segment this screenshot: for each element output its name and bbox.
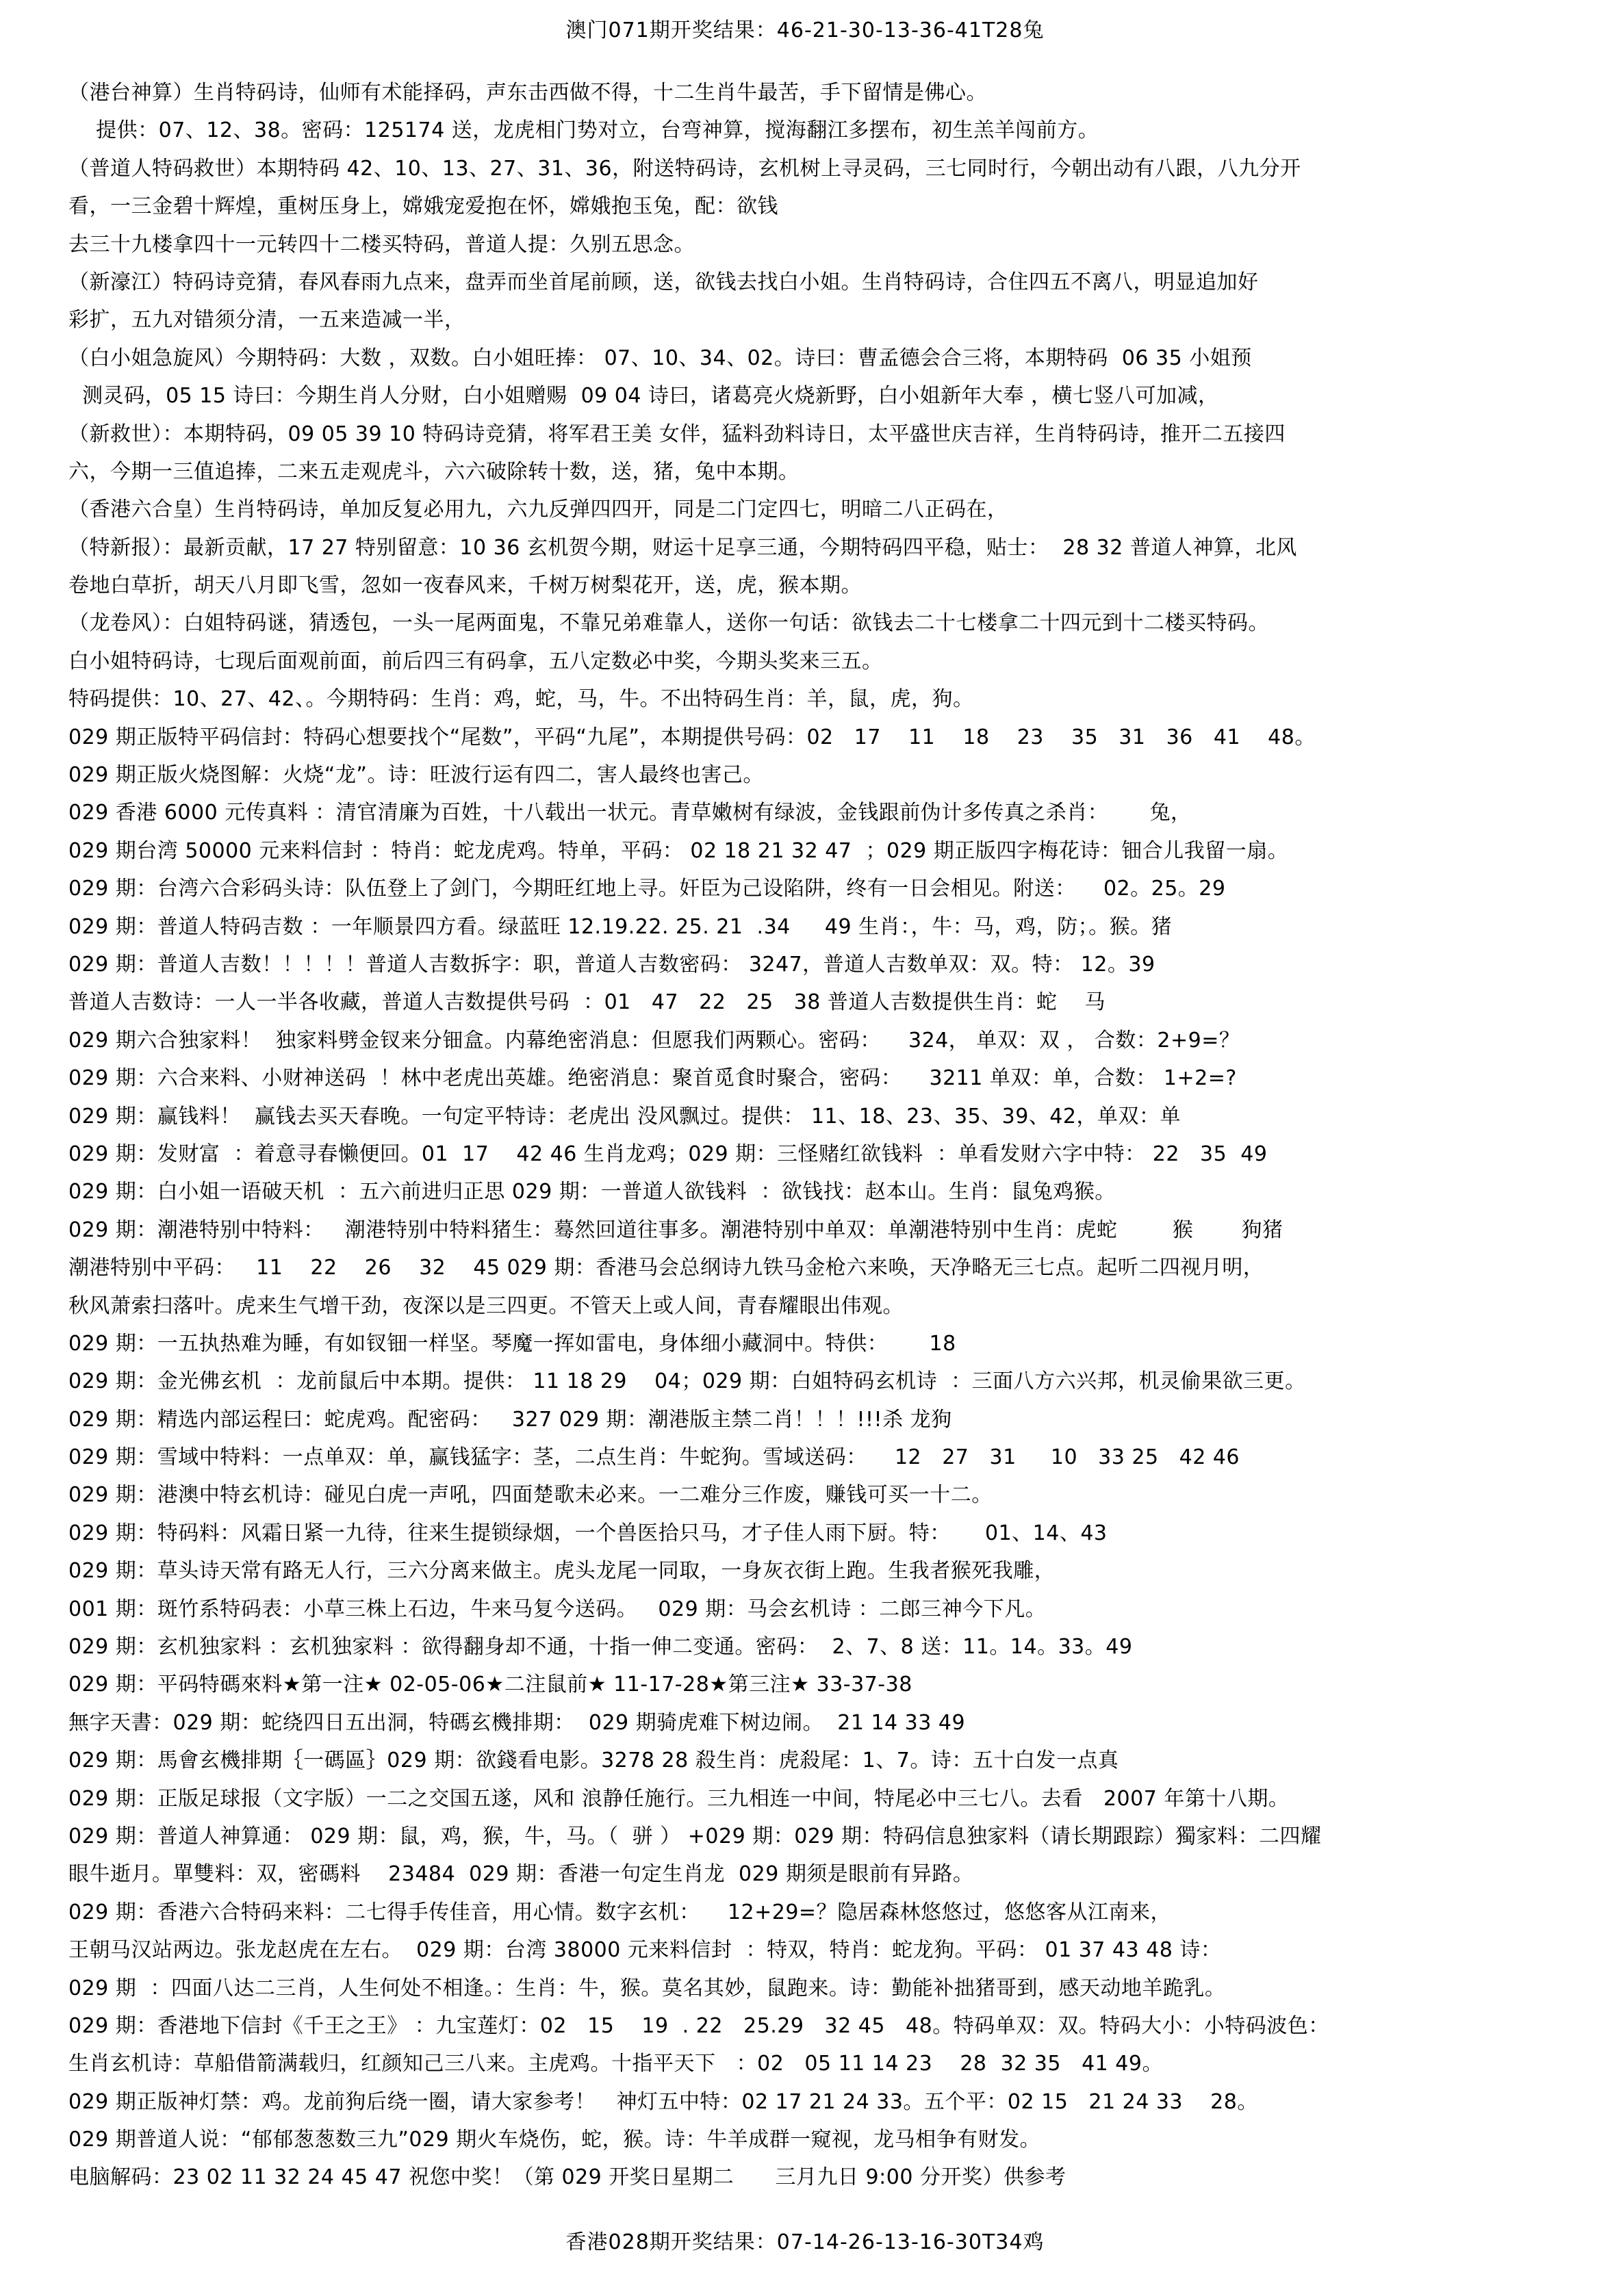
text-line: （新救世）：本期特码，09 05 39 10 特码诗竞猜，将军君王美 女伴，猛料劲料诗日，太平盛世庆吉祥，生肖特码诗，推开二五接四 bbox=[68, 422, 1286, 446]
text-line: （龙卷风）：白姐特码谜，猜透包，一头一尾两面鬼，不靠兄弟难靠人，送你一句话：欲钱去二十七楼拿二十四元到十二楼买特码。 bbox=[68, 611, 1269, 636]
text-line: （特新报）：最新贡献，17 27 特别留意：10 36 玄机贺今期，财运十足享三通，今期特码四平稳，贴士： 28 32 普道人神算，北风 bbox=[68, 535, 1297, 560]
text-line: 029 期六合独家料！ 独家料劈金钗来分钿盒。内幕绝密消息：但愿我们两颗心。密码： 324， 单双：双 ， 合数：2+9=？ bbox=[68, 1028, 1240, 1053]
text-line: 029 期：赢钱料！ 赢钱去买天春晚。一句定平特诗：老虎出 没风飘过。提供： 11、18、23、35、39、42，单双：单 bbox=[68, 1104, 1181, 1128]
text-line: 029 期：白小姐一语破天机 ：五六前进归正思 029 期：一普道人欲钱料 ：欲钱找：赵本山。生肖：鼠兔鸡猴。 bbox=[68, 1180, 1116, 1204]
text-line: 029 期正版火烧图解：火烧“龙”。诗：旺波行运有四二，害人最终也害己。 bbox=[68, 763, 764, 788]
text-line: 王朝马汉站两边。张龙赵虎在左右。 029 期：台湾 38000 元来料信封 ：特双，特肖：蛇龙狗。平码： 01 37 43 48 诗： bbox=[68, 1938, 1222, 1963]
text-line: 029 期：一五执热难为睡，有如钗钿一样坚。琴魔一挥如雷电，身体细小藏洞中。特供： 18 bbox=[68, 1331, 956, 1356]
text-line: 029 期正版神灯禁：鸡。龙前狗后绕一圈，请大家参考！ 神灯五中特：02 17 21 24 33。五个平：02 15 21 24 33 28。 bbox=[68, 2089, 1258, 2114]
text-line: 029 期 ：四面八达二三肖，人生何处不相逢。：生肖：牛，猴。莫名其妙，鼠跑来。诗：勤能补拙猪哥到，感天动地羊跪乳。 bbox=[68, 1976, 1226, 2000]
text-line: （普道人特码救世）本期特码 42、10、13、27、31、36，附送特码诗，玄机树上寻灵码，三七同时行，今朝出动有八跟，八九分开 bbox=[68, 156, 1301, 181]
text-line: 029 期：平码特碼來料★第一注★ 02-05-06★二注鼠前★ 11-17-28★第三注★ 33-37-38 bbox=[68, 1673, 912, 1697]
text-line: 029 期：草头诗天常有路无人行，三六分离来做主。虎头龙尾一同取，一身灰衣街上跑。生我者猴死我雕， bbox=[68, 1559, 1056, 1584]
text-line: 029 期：普道人神算通： 029 期：鼠，鸡，猴，牛，马。（ 骈 ） +029 期：029 期：特码信息独家料（请长期跟踪）獨家料：二四耀 bbox=[68, 1824, 1322, 1848]
text-line: 看，一三金碧十辉煌，重树压身上，嫦娥宠爱抱在怀，嫦娥抱玉兔，配：欲钱 bbox=[68, 194, 778, 219]
text-line: （香港六合皇）生肖特码诗，单加反复必用九，六九反弹四四开，同是二门定四七，明暗二八正码在， bbox=[68, 498, 1008, 522]
document-body bbox=[68, 74, 1581, 2197]
text-line: 生肖玄机诗：草船借箭满载归，红颜知己三八来。主虎鸡。十指平天下 ：02 05 11 14 23 28 32 35 41 49。 bbox=[68, 2052, 1163, 2076]
text-line: 001 期：斑竹系特码表：小草三株上石边，牛来马复今送码。 029 期：马会玄机诗 ：二郎三神今下凡。 bbox=[68, 1597, 1047, 1621]
text-line: 029 期：香港地下信封《千王之王》 ：九宝莲灯：02 15 19 . 22 25.29 32 45 48。特码单双：双。特码大小：小特码波色： bbox=[68, 2013, 1329, 2038]
page-title: 澳门071期开奖结果：46-21-30-13-36-41T28兔 bbox=[565, 18, 1045, 42]
text-line: 029 期普道人说：“郁郁葱葱数三九”029 期火车烧伤，蛇，猴。诗：牛羊成群一窥视，龙马相争有财发。 bbox=[68, 2128, 1041, 2152]
text-line: 029 期：玄机独家料 ：玄机独家料 ：欲得翻身却不通，十指一伸二变通。密码： 2、7、8 送：11。14。33。49 bbox=[68, 1635, 1133, 1660]
text-line: 卷地白草折，胡天八月即飞雪，忽如一夜春风来，千树万树梨花开，送，虎，猴本期。 bbox=[68, 573, 862, 598]
text-line: 电脑解码：23 02 11 32 24 45 47 祝您中奖！（第 029 开奖日星期二 三月九日 9:00 分开奖）供参考 bbox=[68, 2165, 1066, 2190]
text-line: 测灵码，05 15 诗曰：今期生肖人分财，白小姐赠赐 09 04 诗曰，诸葛亮火烧新野，白小姐新年大奉 ，横七竖八可加减， bbox=[68, 384, 1219, 409]
text-line: 六，今期一三值追捧，二来五走观虎斗，六六破除转十数，送，猪，兔中本期。 bbox=[68, 459, 800, 484]
text-line: 去三十九楼拿四十一元转四十二楼买特码，普道人提：久别五思念。 bbox=[68, 232, 695, 257]
text-line: 029 期：六合来料、小财神送码 ！林中老虎出英雄。绝密消息：聚首觅食时聚合，密码： 3211 单双：单，合数： 1+2=? bbox=[68, 1066, 1237, 1091]
text-line: （白小姐急旋风）今期特码：大数 ，双数。白小姐旺捧： 07、10、34、02。诗曰：曹孟德会合三将，本期特码 06 35 小姐预 bbox=[68, 346, 1252, 370]
text-line: 普道人吉数诗：一人一半各收藏，普道人吉数提供号码 ：01 47 22 25 38 普道人吉数提供生肖：蛇 马 bbox=[68, 990, 1106, 1015]
text-line: 029 期：普道人特码吉数 ：一年顺景四方看。绿蓝旺 12.19.22. 25. 21 .34 49 生肖：，牛：马，鸡，防；。猴。猪 bbox=[68, 914, 1173, 939]
text-line: 029 期：金光佛玄机 ：龙前鼠后中本期。提供： 11 18 29 04；029 期：白姐特码玄机诗 ：三面八方六兴邦，机灵偷果欲三更。 bbox=[68, 1369, 1306, 1394]
text-line: 白小姐特码诗，七现后面观前面，前后四三有码拿，五八定数必中奖，今期头奖来三五。 bbox=[68, 649, 883, 673]
text-line: 029 期：潮港特别中特料： 潮港特别中特料猪生：蓦然回道往事多。潮港特别中单双：单潮港特别中生肖：虎蛇 猴 狗猪 bbox=[68, 1217, 1283, 1242]
text-line: （港台神算）生肖特码诗，仙师有术能择码，声东击西做不得，十二生肖牛最苦，手下留情是佛心。 bbox=[68, 81, 987, 105]
text-line: 029 期：精选内部运程曰：蛇虎鸡。配密码： 327 029 期：潮港版主禁二肖！！！!!!杀 龙狗 bbox=[68, 1407, 952, 1432]
text-line: 眼牛逝月。單雙料：双，密碼料 23484 029 期：香港一句定生肖龙 029 期须是眼前有异路。 bbox=[68, 1862, 974, 1887]
text-line: 彩扩，五九对错须分清，一五来造减一半， bbox=[68, 308, 465, 333]
text-line: 潮港特别中平码： 11 22 26 32 45 029 期：香港马会总纲诗九铁马金枪六来唤，天净略无三七点。起听二四视月明， bbox=[68, 1256, 1264, 1280]
text-line: 提供：07、12、38。密码：125174 送，龙虎相门势对立，台弯神算，搅海翻江多摆布，初生羔羊闯前方。 bbox=[68, 118, 1099, 143]
text-line: 029 期正版特平码信封：特码心想要找个“尾数”，平码“九尾”，本期提供号码：02 17 11 18 23 35 31 36 41 48。 bbox=[68, 725, 1316, 749]
text-line: 029 期：香港六合特码来料：二七得手传佳音，用心情。数字玄机： 12+29=？隐居森林悠悠过，悠悠客从江南来， bbox=[68, 1900, 1172, 1924]
text-line: 029 期：正版足球报（文字版）一二之交国五遂，风和 浪静任施行。三九相连一中间，特尾必中三七八。去看 2007 年第十八期。 bbox=[68, 1786, 1290, 1811]
text-line: 029 期：特码料：风霜日紧一九待，往来生提锁绿烟，一个兽医拾只马，才子佳人雨下厨。特： 01、14、43 bbox=[68, 1521, 1108, 1545]
text-line: 特码提供：10、27、42、。今期特码：生肖：鸡，蛇，马，牛。不出特码生肖：羊，鼠，虎，狗。 bbox=[68, 687, 974, 712]
text-line: 029 期：台湾六合彩码头诗：队伍登上了剑门，今期旺红地上寻。奸臣为己设陷阱，终有一日会相见。附送： 02。25。29 bbox=[68, 877, 1226, 901]
text-line: 029 期：馬會玄機排期｛一碼區｝029 期：欲錢看电影。3278 28 殺生肖：虎殺尾：1、7。诗：五十白发一点真 bbox=[68, 1749, 1119, 1773]
text-line: 029 香港 6000 元传真料 ：清官清廉为百姓，十八载出一状元。青草嫩树有绿波，金钱跟前伪计多传真之杀肖： 兔， bbox=[68, 801, 1192, 825]
text-line: 029 期台湾 50000 元来料信封 ：特肖：蛇龙虎鸡。特单，平码： 02 18 21 32 47 ；029 期正版四字梅花诗：钿合儿我留一扇。 bbox=[68, 838, 1289, 863]
text-line: 029 期：港澳中特玄机诗：碰见白虎一声吼，四面楚歌未必来。一二难分三作废，赚钱可买一十二。 bbox=[68, 1483, 993, 1508]
footer-title: 香港028期开奖结果：07-14-26-13-16-30T34鸡 bbox=[565, 2230, 1045, 2254]
text-line: 029 期：普道人吉数！！！！！普道人吉数拆字：职，普道人吉数密码： 3247，普道人吉数单双：双。特： 12。39 bbox=[68, 952, 1155, 977]
text-line: 無字天書：029 期：蛇绕四日五出洞，特碼玄機排期： 029 期骑虎难下树边闹。 21 14 33 49 bbox=[68, 1710, 966, 1735]
text-line: （新濠江）特码诗竞猜，春风春雨九点来，盘弄而坐首尾前顾，送，欲钱去找白小姐。生肖特码诗，合住四五不离八，明显追加好 bbox=[68, 270, 1259, 294]
text-line: 029 期：雪域中特料：一点单双：单，赢钱猛字：茎，二点生肖：牛蛇狗。雪域送码： 12 27 31 10 33 25 42 46 bbox=[68, 1445, 1240, 1470]
text-line: 029 期：发财富 ：着意寻春懒便回。01 17 42 46 生肖龙鸡；029 期：三怪赌红欲钱料 ：单看发财六字中特： 22 35 49 bbox=[68, 1141, 1268, 1166]
text-line: 秋风萧索扫落叶。虎来生气增干劲，夜深以是三四更。不管天上或人间，青春耀眼出伟观。 bbox=[68, 1293, 904, 1318]
